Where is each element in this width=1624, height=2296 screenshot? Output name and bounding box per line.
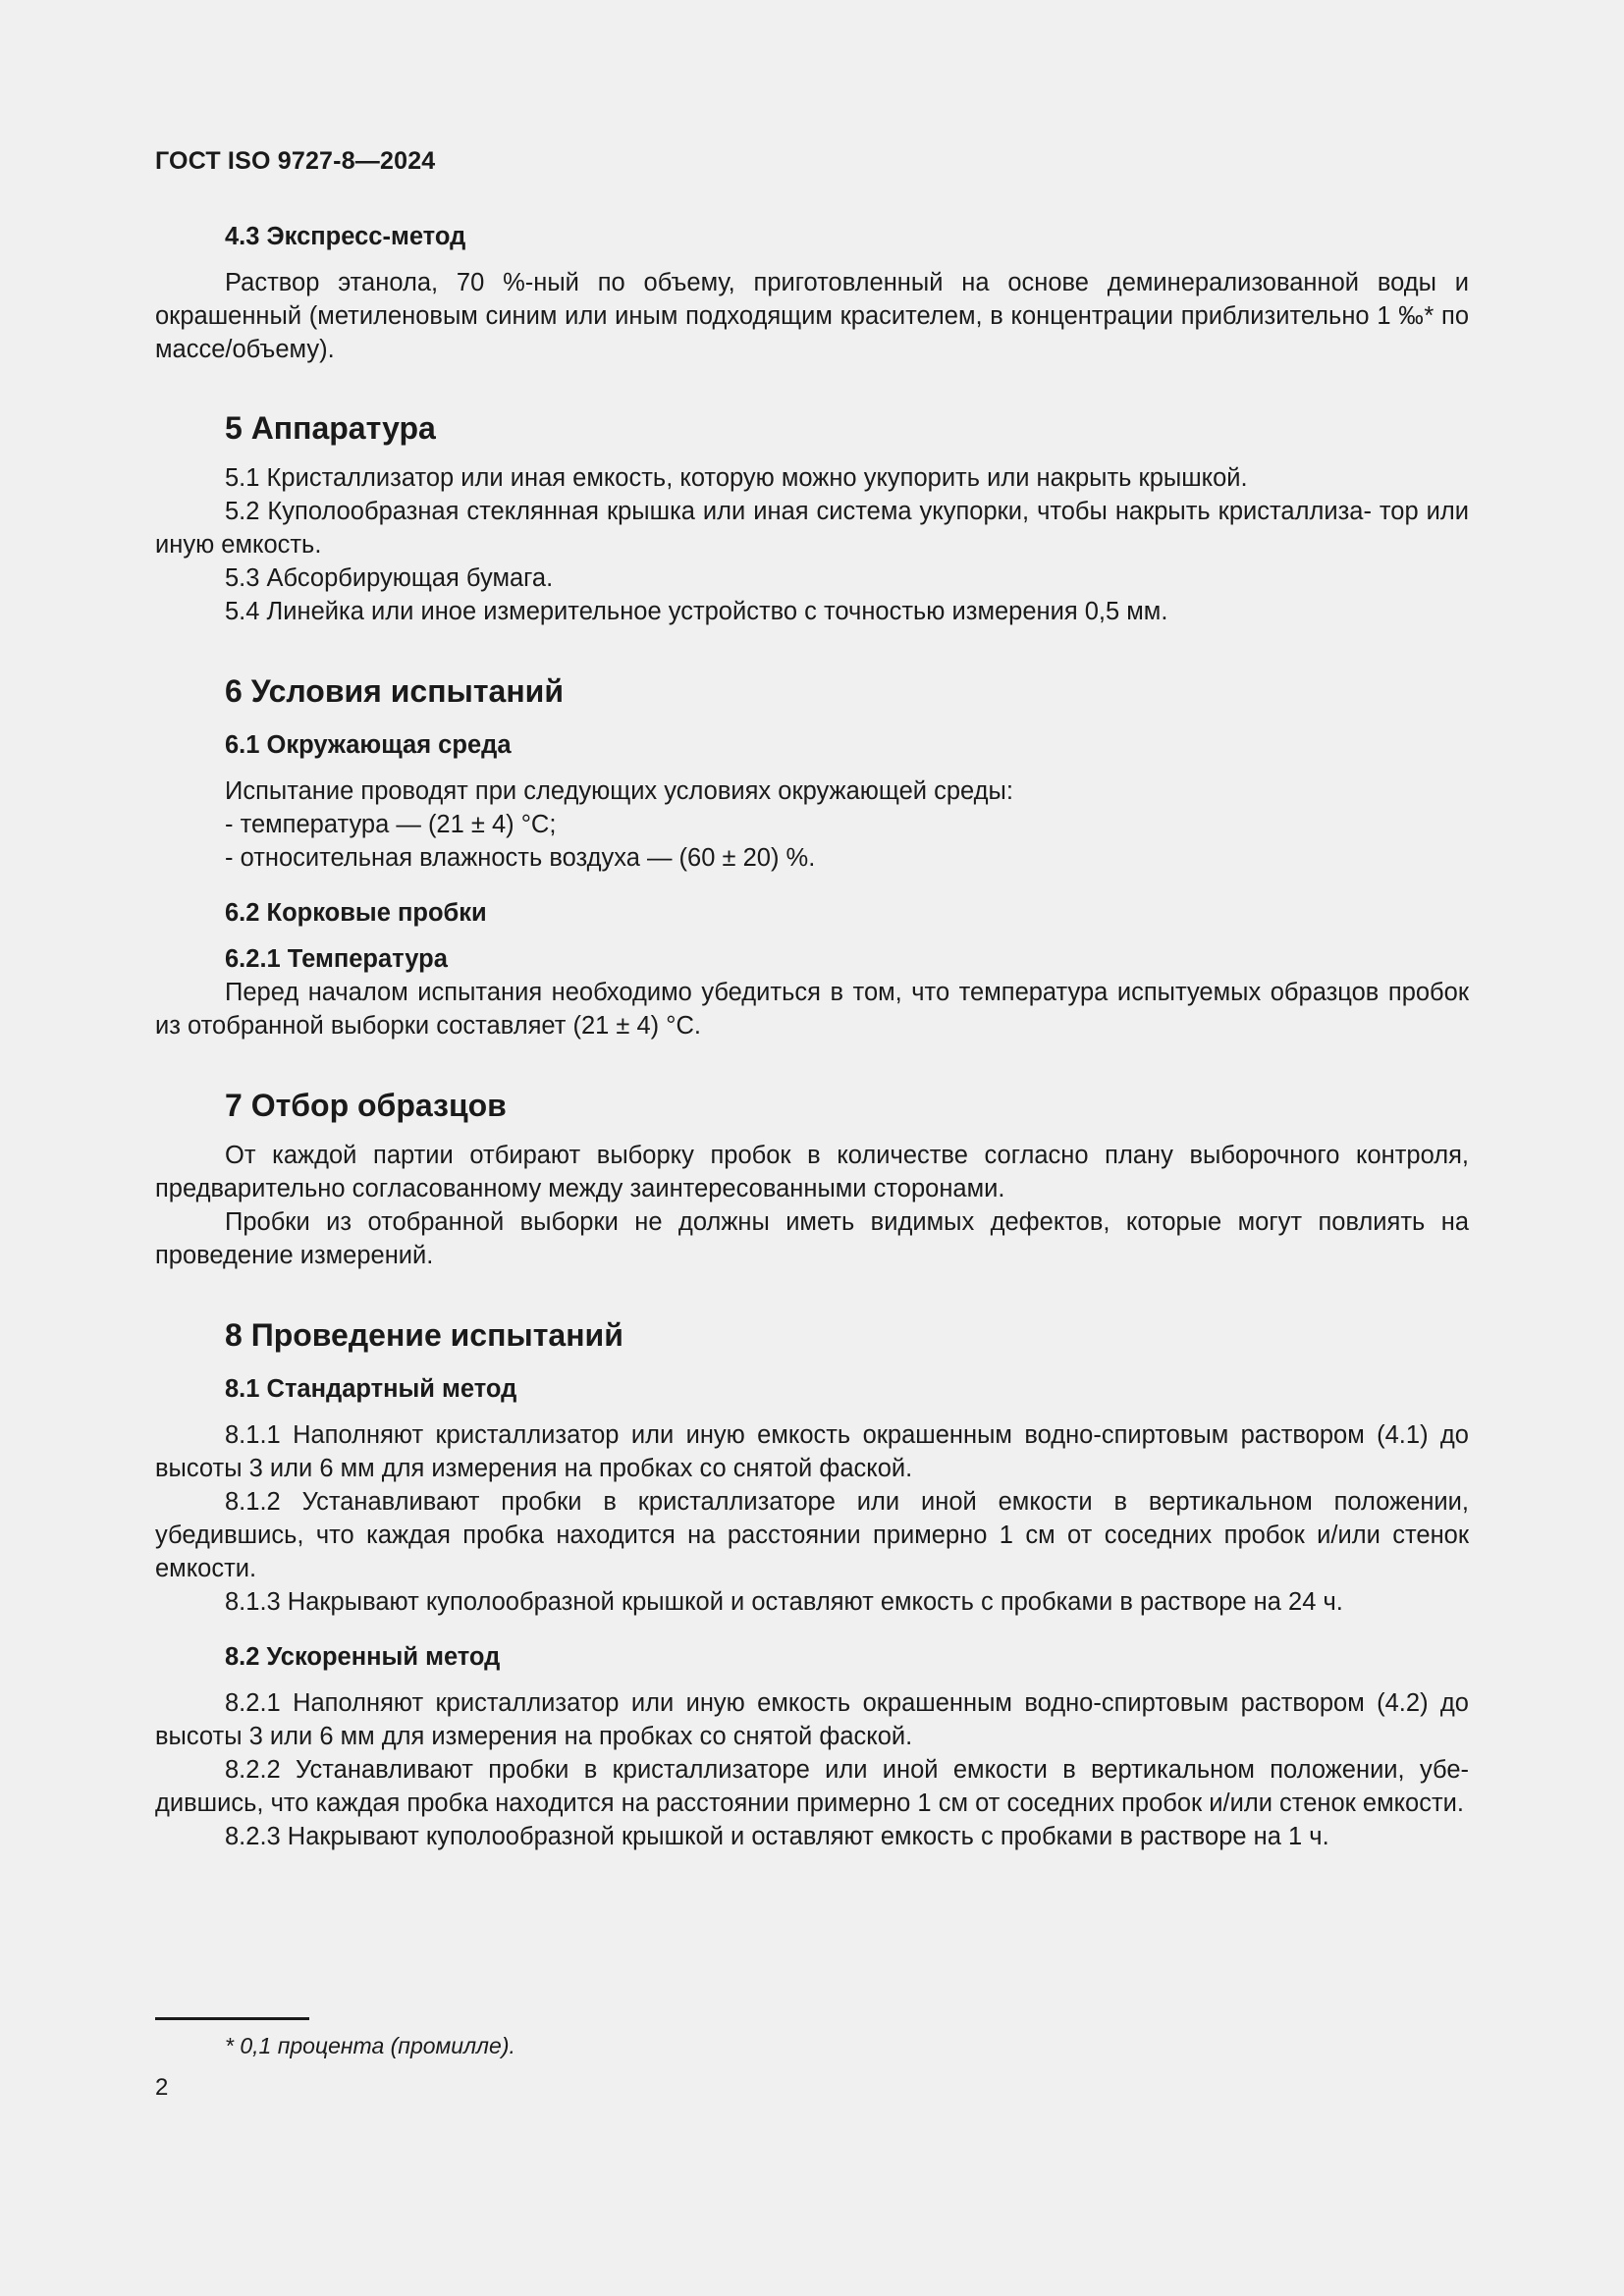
section-6-1-list (155, 774, 1469, 875)
list-item: 8.1.1 Наполняют кристаллизатор или иную емкость окрашенным водно-спиртовым раствором (4.1) до высоты 3 или 6 мм для измерения на пробках со снятой фаской. (155, 1421, 1469, 1482)
section-7-paragraph-2: Пробки из отобранной выборки не должны иметь видимых дефектов, которые могут повлиять на проведение измерений. (155, 1208, 1469, 1269)
list-item: 5.4 Линейка или иное измерительное устройство с точностью измерения 0,5 мм. (225, 598, 1168, 625)
section-8-1-list (155, 1418, 1469, 1619)
section-7-title: 7 Отбор образцов (225, 1088, 507, 1123)
section-8-title: 8 Проведение испытаний (225, 1317, 623, 1353)
section-6-2-1-paragraph: Перед началом испытания необходимо убедиться в том, что температура испытуемых образцов пробок из отобранной выборки составляет (21 ± 4) °С. (155, 979, 1469, 1040)
section-6-title: 6 Условия испытаний (225, 673, 564, 709)
footnote-divider (155, 2017, 309, 2020)
list-item: 8.2.3 Накрывают куполообразной крышкой и оставляют емкость с пробками в растворе на 1 ч. (225, 1823, 1329, 1850)
section-7-paragraph-1: От каждой партии отбирают выборку пробок в количестве согласно плану выборочного контроля, предварительно согласованному между заинтересованными сторонами. (155, 1142, 1469, 1202)
section-6-2-title: 6.2 Корковые пробки (225, 899, 487, 927)
list-item: 5.3 Абсорбирующая бумага. (225, 564, 554, 592)
section-8-2-title: 8.2 Ускоренный метод (225, 1643, 501, 1671)
page-number: 2 (155, 2074, 169, 2101)
section-6-1-title: 6.1 Окружающая среда (225, 731, 512, 759)
list-item: - относительная влажность воздуха — (60 ± 20) %. (225, 844, 816, 872)
list-item: 5.1 Кристаллизатор или иная емкость, которую можно укупорить или накрыть крышкой. (225, 464, 1248, 492)
list-item: 8.1.2 Устанавливают пробки в кристаллизаторе или иной емкости в вертикальном положении, убедившись, что каждая пробка находится на расстоянии примерно 1 см от соседних пробок и/или стенок емкости. (155, 1488, 1469, 1582)
footnote: * 0,1 процента (промилле). (225, 2033, 515, 2058)
list-item: Испытание проводят при следующих условиях окружающей среды: (225, 777, 1013, 805)
section-4-3-paragraph: Раствор этанола, 70 %-ный по объему, приготовленный на основе деминерализованной воды и окрашенный (метиленовым синим или иным подходящим красителем, в концентрации приблизительно 1 ‰* по массе/объему). (155, 269, 1469, 363)
section-4-3-title: 4.3 Экспресс-метод (225, 223, 466, 250)
section-6-2-1-title: 6.2.1 Температура (225, 945, 448, 973)
list-item: - температура — (21 ± 4) °С; (225, 811, 557, 838)
document-header: ГОСТ ISO 9727-8—2024 (155, 147, 436, 175)
section-5-title: 5 Аппаратура (225, 410, 436, 446)
list-item: 8.1.3 Накрывают куполообразной крышкой и оставляют емкость с пробками в растворе на 24 ч. (225, 1588, 1343, 1616)
section-5-list (155, 461, 1469, 628)
document-body (155, 220, 1469, 1853)
section-8-2-list (155, 1686, 1469, 1853)
section-8-1-title: 8.1 Стандартный метод (225, 1375, 517, 1403)
list-item: 8.2.1 Наполняют кристаллизатор или иную емкость окрашенным водно-спиртовым раствором (4.2) до высоты 3 или 6 мм для измерения на пробках со снятой фаской. (155, 1689, 1469, 1750)
list-item: 5.2 Куполообразная стеклянная крышка или иная система укупорки, чтобы накрыть кристаллиза- тор или иную емкость. (155, 498, 1469, 559)
list-item: 8.2.2 Устанавливают пробки в кристаллизаторе или иной емкости в вертикальном положении, убе- дившись, что каждая пробка находится на расстоянии примерно 1 см от соседних пробок и/или стенок емкости. (155, 1756, 1469, 1817)
